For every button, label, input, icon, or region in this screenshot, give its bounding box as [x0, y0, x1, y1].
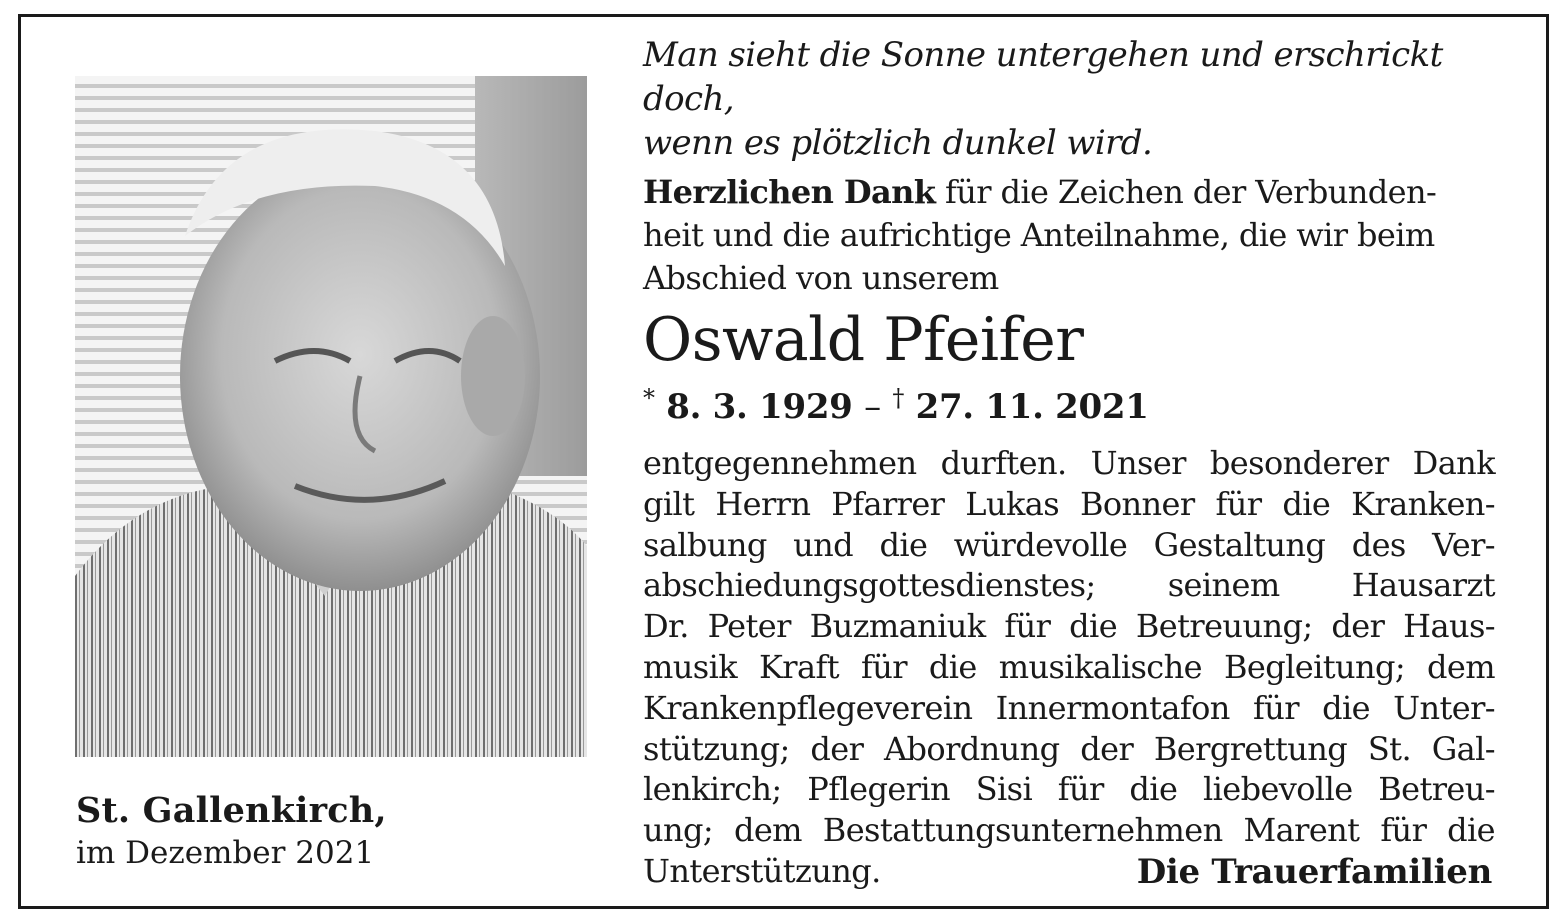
- body-line: abschiedungsgottesdienstes; seinem Hausarzt: [643, 566, 1495, 605]
- body-line: Unterstützung.: [643, 851, 881, 890]
- body-line: entgegennehmen durften. Unser besonderer Dank: [643, 444, 1495, 482]
- body-line: Dr. Peter Buzmaniuk für die Betreuung; der Haus-: [643, 607, 1495, 646]
- body-line: stützung; der Abordnung der Bergrettung St. Gal-: [643, 729, 1495, 768]
- thanks-line: Abschied von unserem: [643, 259, 999, 297]
- birth-date: 8. 3. 1929: [666, 387, 853, 427]
- death-symbol: †: [892, 384, 905, 412]
- body-text: [643, 443, 1495, 892]
- location-caption: [76, 789, 596, 873]
- body-line: lenkirch; Pflegerin Sisi für die liebevolle Betreu-: [643, 770, 1495, 809]
- deceased-name: Oswald Pfeifer: [643, 305, 1084, 375]
- thanks-paragraph: [643, 171, 1495, 300]
- life-dates: [643, 376, 1495, 429]
- location-date: im Dezember 2021: [76, 835, 375, 871]
- text-column: [643, 33, 1495, 892]
- date-separator: –: [864, 387, 881, 427]
- quote: [643, 33, 1495, 165]
- signature: Die Trauerfamilien: [1136, 852, 1492, 892]
- body-line: Krankenpflegeverein Innermontafon für die Unter-: [643, 688, 1495, 727]
- body-line: gilt Herrn Pfarrer Lukas Bonner für die Kranken-: [643, 484, 1495, 523]
- body-line: salbung und die würdevolle Gestaltung des Ver-: [643, 525, 1495, 564]
- obituary-frame: [18, 14, 1549, 909]
- birth-symbol: *: [643, 384, 655, 412]
- portrait-image: [75, 76, 587, 757]
- location-place: St. Gallenkirch,: [76, 790, 387, 831]
- quote-line: wenn es plötzlich dunkel wird.: [643, 123, 1153, 163]
- quote-line: Man sieht die Sonne untergehen und erschrickt doch,: [643, 35, 1443, 119]
- thanks-line: [643, 171, 1495, 214]
- body-line: musik Kraft für die musikalische Begleitung; dem: [643, 647, 1495, 686]
- thanks-line: heit und die aufrichtige Anteilnahme, die wir beim: [643, 216, 1435, 254]
- thanks-heading: Herzlichen Dank: [643, 173, 936, 211]
- portrait-photo: [75, 76, 587, 757]
- thanks-text: für die Zeichen der Verbunden-: [944, 173, 1437, 211]
- death-date: 27. 11. 2021: [915, 387, 1149, 427]
- body-line: ung; dem Bestattungsunternehmen Marent für die: [643, 811, 1495, 850]
